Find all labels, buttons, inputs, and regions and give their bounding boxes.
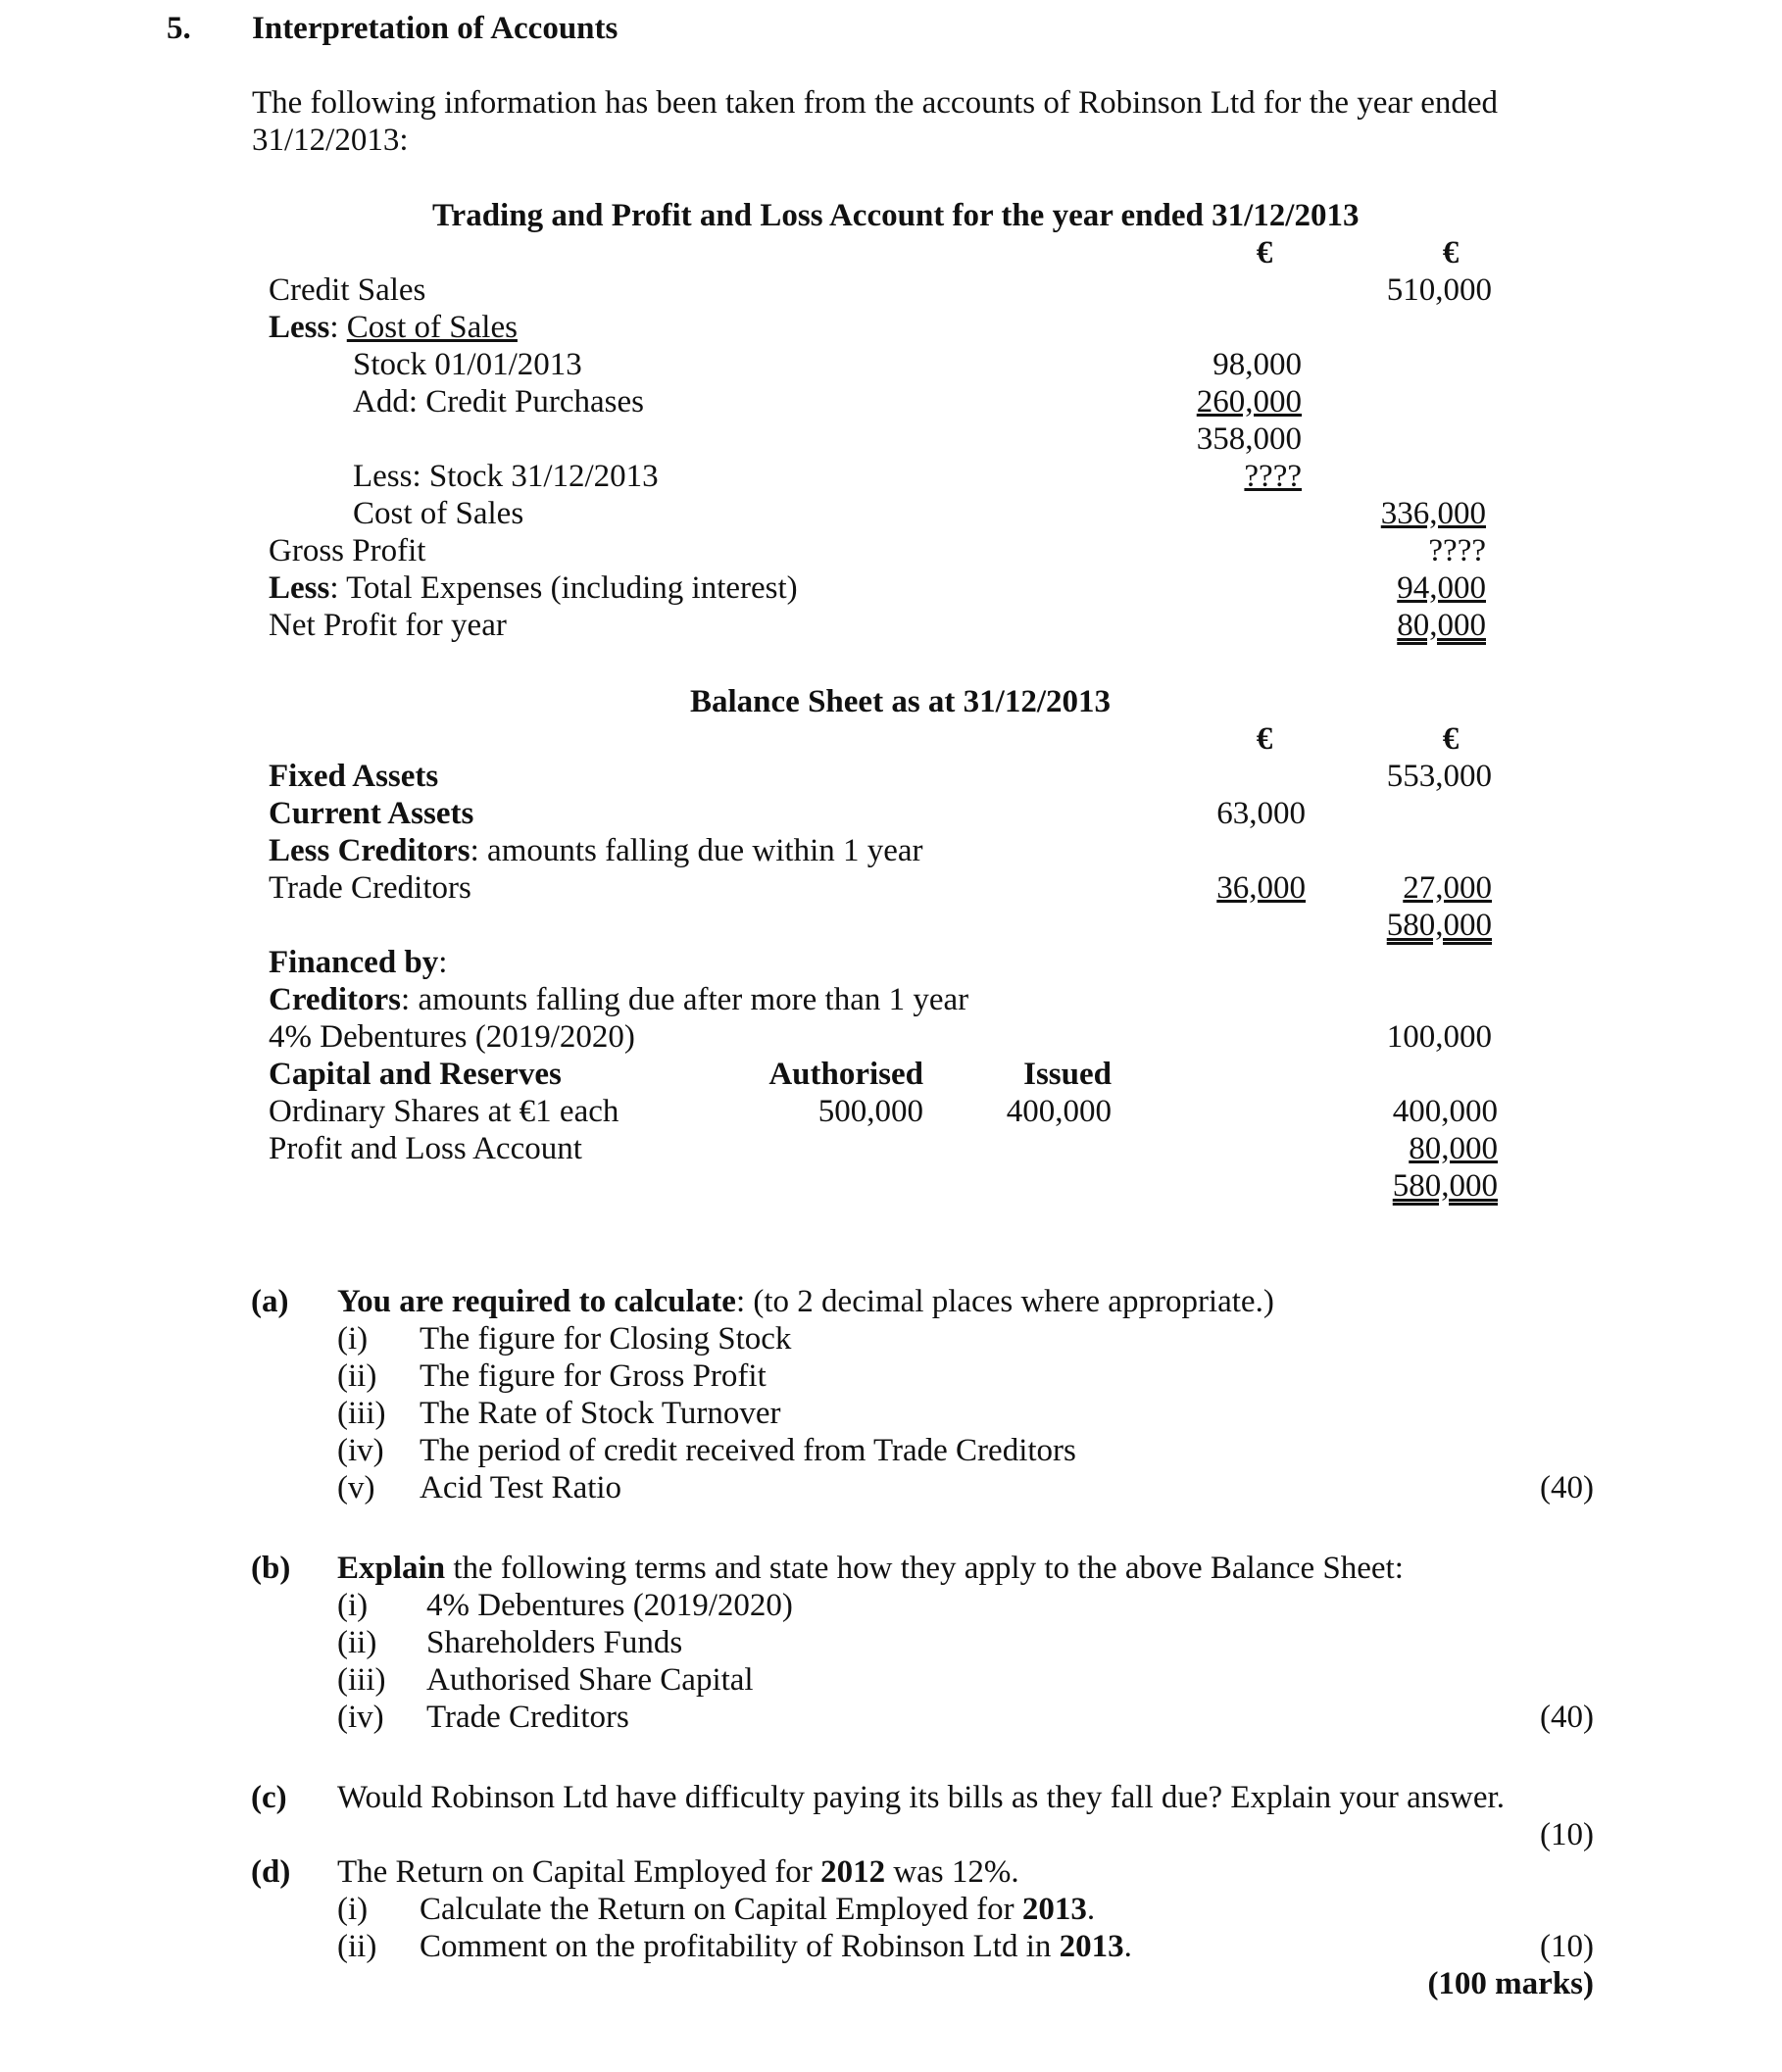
- long-term-creditors-label: Creditors: amounts falling due after more than 1 year: [269, 982, 969, 1017]
- bs-col1-currency: €: [1256, 721, 1273, 757]
- profit-loss-label: Profit and Loss Account: [269, 1131, 582, 1166]
- part-d-marks: (10): [1540, 1929, 1594, 1964]
- cost-of-sales-label: Cost of Sales: [353, 496, 524, 531]
- trade-creditors-value: 36,000: [1216, 870, 1306, 906]
- opening-stock-label: Stock 01/01/2013: [353, 347, 582, 382]
- part-d-item-num: (ii): [337, 1929, 377, 1964]
- part-b-item-num: (iv): [337, 1700, 384, 1735]
- part-a-item-num: (ii): [337, 1358, 377, 1394]
- part-b-instruction: Explain the following terms and state how they apply to the above Balance Sheet:: [337, 1551, 1404, 1586]
- fixed-assets-label: Fixed Assets: [269, 759, 439, 794]
- trading-col1-currency: €: [1256, 235, 1273, 271]
- part-b-item-text: Shareholders Funds: [426, 1625, 683, 1660]
- credit-purchases-label: Add: Credit Purchases: [353, 384, 644, 419]
- part-a-item-text: The figure for Gross Profit: [420, 1358, 767, 1394]
- part-b-item-text: Authorised Share Capital: [426, 1662, 754, 1698]
- part-b-item-text: Trade Creditors: [426, 1700, 629, 1735]
- question-title: Interpretation of Accounts: [252, 11, 619, 46]
- bs-col2-currency: €: [1442, 721, 1460, 757]
- part-a-instruction: You are required to calculate: (to 2 decimal places where appropriate.): [337, 1284, 1274, 1319]
- financed-by-label: Financed by:: [269, 945, 448, 980]
- working-capital-value: 27,000: [1403, 870, 1492, 906]
- opening-stock-value: 98,000: [1213, 347, 1302, 382]
- part-a-item-num: (i): [337, 1321, 369, 1357]
- part-b-marks: (40): [1540, 1700, 1594, 1735]
- total-expenses-value: 94,000: [1397, 570, 1486, 606]
- total-marks: (100 marks): [1427, 1966, 1594, 2001]
- cost-of-sales-value: 336,000: [1380, 496, 1486, 531]
- part-c-marks: (10): [1540, 1817, 1594, 1852]
- part-a-item-num: (v): [337, 1470, 375, 1505]
- part-a-marks: (40): [1540, 1470, 1594, 1505]
- capital-reserves-label: Capital and Reserves: [269, 1057, 562, 1092]
- part-b-item-num: (ii): [337, 1625, 377, 1660]
- credit-purchases-value: 260,000: [1196, 384, 1302, 419]
- total-net-assets-value: 580,000: [1386, 908, 1492, 943]
- question-number: 5.: [167, 11, 191, 46]
- part-d-item-num: (i): [337, 1892, 369, 1927]
- debentures-label: 4% Debentures (2019/2020): [269, 1019, 635, 1055]
- part-a-item-text: The Rate of Stock Turnover: [420, 1396, 781, 1431]
- profit-loss-value: 80,000: [1409, 1131, 1498, 1166]
- closing-stock-value: ????: [1244, 459, 1302, 494]
- part-c-question: Would Robinson Ltd have difficulty paying its bills as they fall due? Explain your answer.: [337, 1780, 1505, 1815]
- goods-available-value: 358,000: [1196, 421, 1302, 457]
- part-a-item-num: (iii): [337, 1396, 386, 1431]
- credit-sales-label: Credit Sales: [269, 272, 426, 308]
- total-financed-value: 580,000: [1392, 1168, 1498, 1204]
- current-assets-label: Current Assets: [269, 796, 474, 831]
- ordinary-shares-issued: 400,000: [1006, 1094, 1112, 1129]
- issued-heading: Issued: [1023, 1057, 1112, 1092]
- trading-col2-currency: €: [1442, 235, 1460, 271]
- part-a-item-text: Acid Test Ratio: [420, 1470, 622, 1505]
- part-b-letter: (b): [251, 1551, 291, 1586]
- gross-profit-value: ????: [1428, 533, 1486, 568]
- part-a-item-text: The period of credit received from Trade Creditors: [420, 1433, 1076, 1468]
- part-d-item-text: Calculate the Return on Capital Employed for 2013.: [420, 1892, 1096, 1927]
- closing-stock-label: Less: Stock 31/12/2013: [353, 459, 659, 494]
- net-profit-value: 80,000: [1397, 608, 1486, 643]
- part-a-letter: (a): [251, 1284, 289, 1319]
- intro-line-1: The following information has been taken from the accounts of Robinson Ltd for the year ended: [252, 85, 1499, 121]
- ordinary-shares-label: Ordinary Shares at €1 each: [269, 1094, 619, 1129]
- part-b-item-text: 4% Debentures (2019/2020): [426, 1588, 793, 1623]
- part-b-item-num: (i): [337, 1588, 369, 1623]
- intro-line-2: 31/12/2013:: [252, 123, 409, 158]
- ordinary-shares-value: 400,000: [1392, 1094, 1498, 1129]
- part-c-letter: (c): [251, 1780, 287, 1815]
- fixed-assets-value: 553,000: [1386, 759, 1492, 794]
- less-cost-of-sales-label: Less: Cost of Sales: [269, 310, 518, 345]
- credit-sales-value: 510,000: [1386, 272, 1492, 308]
- part-a-item-num: (iv): [337, 1433, 384, 1468]
- part-a-item-text: The figure for Closing Stock: [420, 1321, 792, 1357]
- part-b-item-num: (iii): [337, 1662, 386, 1698]
- less-creditors-label: Less Creditors: amounts falling due within 1 year: [269, 833, 923, 868]
- part-d-intro: The Return on Capital Employed for 2012 was 12%.: [337, 1854, 1019, 1890]
- trading-account-heading: Trading and Profit and Loss Account for the year ended 31/12/2013: [432, 198, 1360, 233]
- debentures-value: 100,000: [1386, 1019, 1492, 1055]
- balance-sheet-heading: Balance Sheet as at 31/12/2013: [690, 684, 1111, 719]
- current-assets-value: 63,000: [1216, 796, 1306, 831]
- part-d-letter: (d): [251, 1854, 291, 1890]
- authorised-heading: Authorised: [768, 1057, 923, 1092]
- total-expenses-label: Less: Total Expenses (including interest): [269, 570, 798, 606]
- trade-creditors-label: Trade Creditors: [269, 870, 471, 906]
- ordinary-shares-authorised: 500,000: [817, 1094, 923, 1129]
- gross-profit-label: Gross Profit: [269, 533, 426, 568]
- net-profit-label: Net Profit for year: [269, 608, 507, 643]
- part-d-item-text: Comment on the profitability of Robinson Ltd in 2013.: [420, 1929, 1132, 1964]
